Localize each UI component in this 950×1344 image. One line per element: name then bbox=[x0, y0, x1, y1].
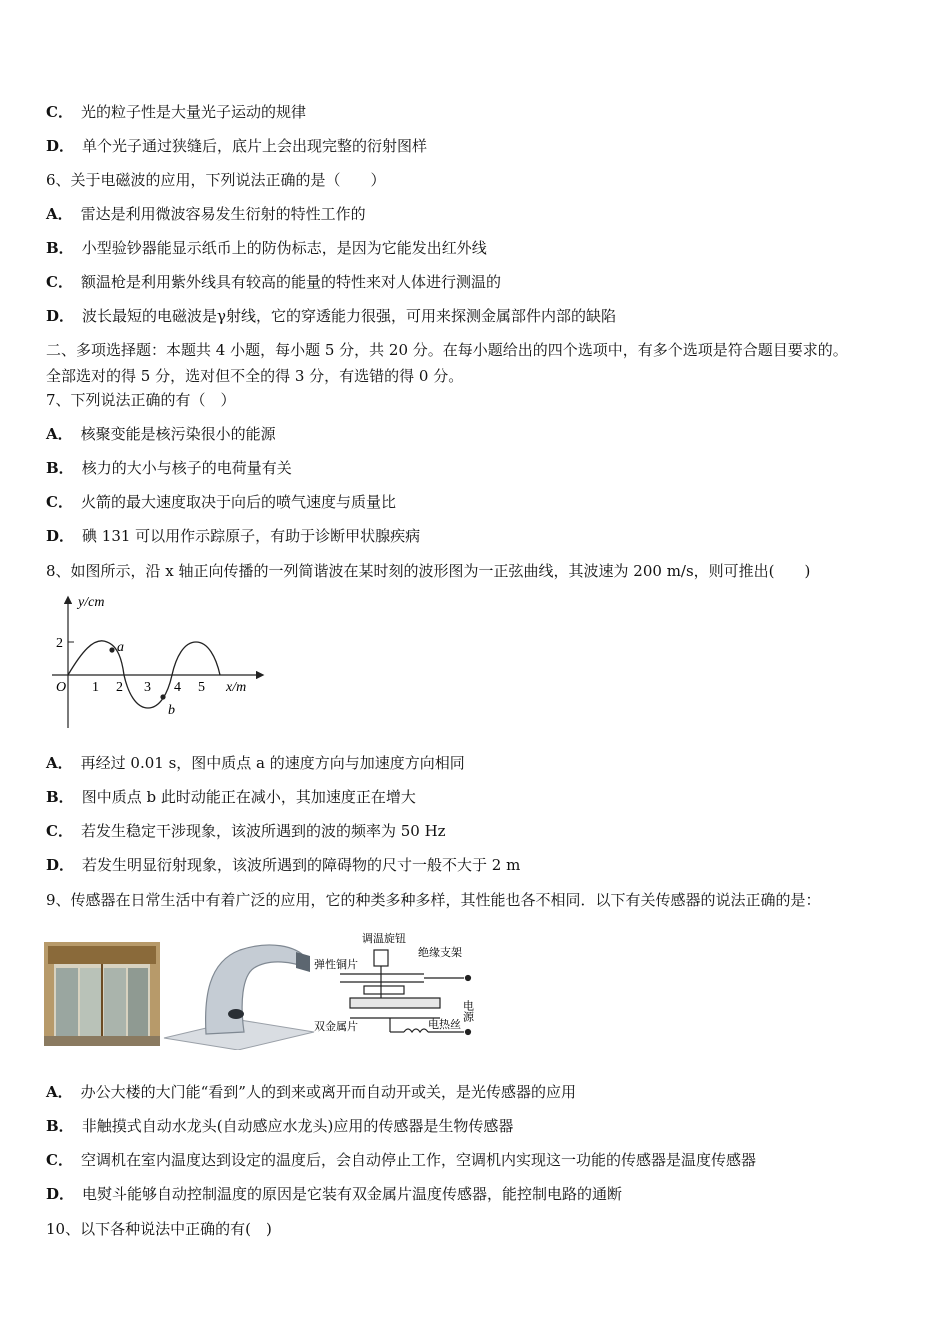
point-b-dot bbox=[160, 694, 165, 699]
section2-line2: 全部选对的得 5 分，选对但不全的得 3 分，有选错的得 0 分。 bbox=[46, 367, 464, 385]
x-tick-1: 1 bbox=[92, 680, 99, 695]
q7-option-d: D． 碘 131 可以用作示踪原子，有助于诊断甲状腺疾病 bbox=[46, 527, 421, 545]
q6-option-c: C． 额温枪是利用紫外线具有较高的能量的特性来对人体进行测温的 bbox=[46, 273, 501, 291]
label-heater: 电热丝 bbox=[428, 1018, 461, 1031]
label-support: 绝缘支架 bbox=[418, 946, 462, 959]
point-a-dot bbox=[109, 647, 114, 652]
q6-option-b: B． 小型验钞器能显示纸币上的防伪标志，是因为它能发出红外线 bbox=[46, 239, 487, 257]
q6-option-a: A． 雷达是利用微波容易发生衍射的特性工作的 bbox=[46, 205, 366, 223]
origin-label: O bbox=[56, 680, 67, 695]
point-a-label: a bbox=[117, 640, 124, 655]
q8-option-a: A． 再经过 0.01 s，图中质点 a 的速度方向与加速度方向相同 bbox=[46, 754, 465, 772]
sensor-faucet-photo bbox=[164, 945, 314, 1050]
q9-option-d: D． 电熨斗能够自动控制温度的原因是它装有双金属片温度传感器，能控制电路的通断 bbox=[46, 1185, 623, 1203]
q9-figures bbox=[44, 928, 484, 1050]
x-tick-5: 5 bbox=[198, 680, 205, 695]
q5-option-d: D． 单个光子通过狭缝后，底片上会出现完整的衍射图样 bbox=[46, 137, 428, 155]
label-spring: 弹性铜片 bbox=[314, 958, 358, 971]
point-b-label: b bbox=[168, 703, 175, 718]
q8-stem: 8、如图所示，沿 x 轴正向传播的一列简谐波在某时刻的波形图为一正弦曲线，其波速为 200 m/s，则可推出( ) bbox=[46, 562, 811, 580]
x-tick-3: 3 bbox=[144, 680, 151, 695]
q6-option-d: D． 波长最短的电磁波是γ射线，它的穿透能力很强，可用来探测金属部件内部的缺陷 bbox=[46, 307, 616, 325]
label-knob: 调温旋钮 bbox=[362, 932, 406, 945]
label-power: 电源 bbox=[461, 1000, 475, 1022]
wave-curve bbox=[68, 641, 220, 708]
q7-stem: 7、下列说法正确的有（ ） bbox=[46, 391, 236, 409]
q9-option-b: B． 非触摸式自动水龙头(自动感应水龙头)应用的传感器是生物传感器 bbox=[46, 1117, 514, 1135]
q10-stem: 10、以下各种说法中正确的有( ) bbox=[46, 1220, 272, 1238]
q9-stem: 9、传感器在日常生活中有着广泛的应用，它的种类多种多样，其性能也各不相同．以下有关传感器的说法正确的是： bbox=[46, 891, 821, 909]
q9-option-c: C． 空调机在室内温度达到设定的温度后，会自动停止工作，空调机内实现这一功能的传感器是温度传感器 bbox=[46, 1151, 756, 1169]
amp-label: 2 bbox=[56, 636, 63, 651]
q9-option-a: A． 办公大楼的大门能“看到”人的到来或离开而自动开或关，是光传感器的应用 bbox=[46, 1083, 576, 1101]
x-axis-label: x/m bbox=[226, 680, 247, 695]
q5-option-c: C． 光的粒子性是大量光子运动的规律 bbox=[46, 103, 306, 121]
q7-option-a: A． 核聚变能是核污染很小的能源 bbox=[46, 425, 276, 443]
q7-option-c: C． 火箭的最大速度取决于向后的喷气速度与质量比 bbox=[46, 493, 396, 511]
q8-option-c: C． 若发生稳定干涉现象，该波所遇到的波的频率为 50 Hz bbox=[46, 822, 446, 840]
q7-option-b: B． 核力的大小与核子的电荷量有关 bbox=[46, 459, 292, 477]
x-tick-4: 4 bbox=[174, 680, 181, 695]
auto-door-photo bbox=[44, 942, 160, 1046]
q6-stem: 6、关于电磁波的应用，下列说法正确的是（ ） bbox=[46, 171, 386, 189]
section2-line1: 二、多项选择题：本题共 4 小题，每小题 5 分，共 20 分。在每小题给出的四个选项中，有多个选项是符合题目要求的。 bbox=[46, 341, 848, 359]
x-tick-2: 2 bbox=[116, 680, 123, 695]
y-axis-label: y/cm bbox=[78, 595, 105, 610]
wave-graph bbox=[48, 590, 270, 732]
label-bimetal: 双金属片 bbox=[314, 1020, 358, 1033]
q8-option-d: D． 若发生明显衍射现象，该波所遇到的障碍物的尺寸一般不大于 2 m bbox=[46, 856, 521, 874]
q8-option-b: B． 图中质点 b 此时动能正在减小，其加速度正在增大 bbox=[46, 788, 416, 806]
